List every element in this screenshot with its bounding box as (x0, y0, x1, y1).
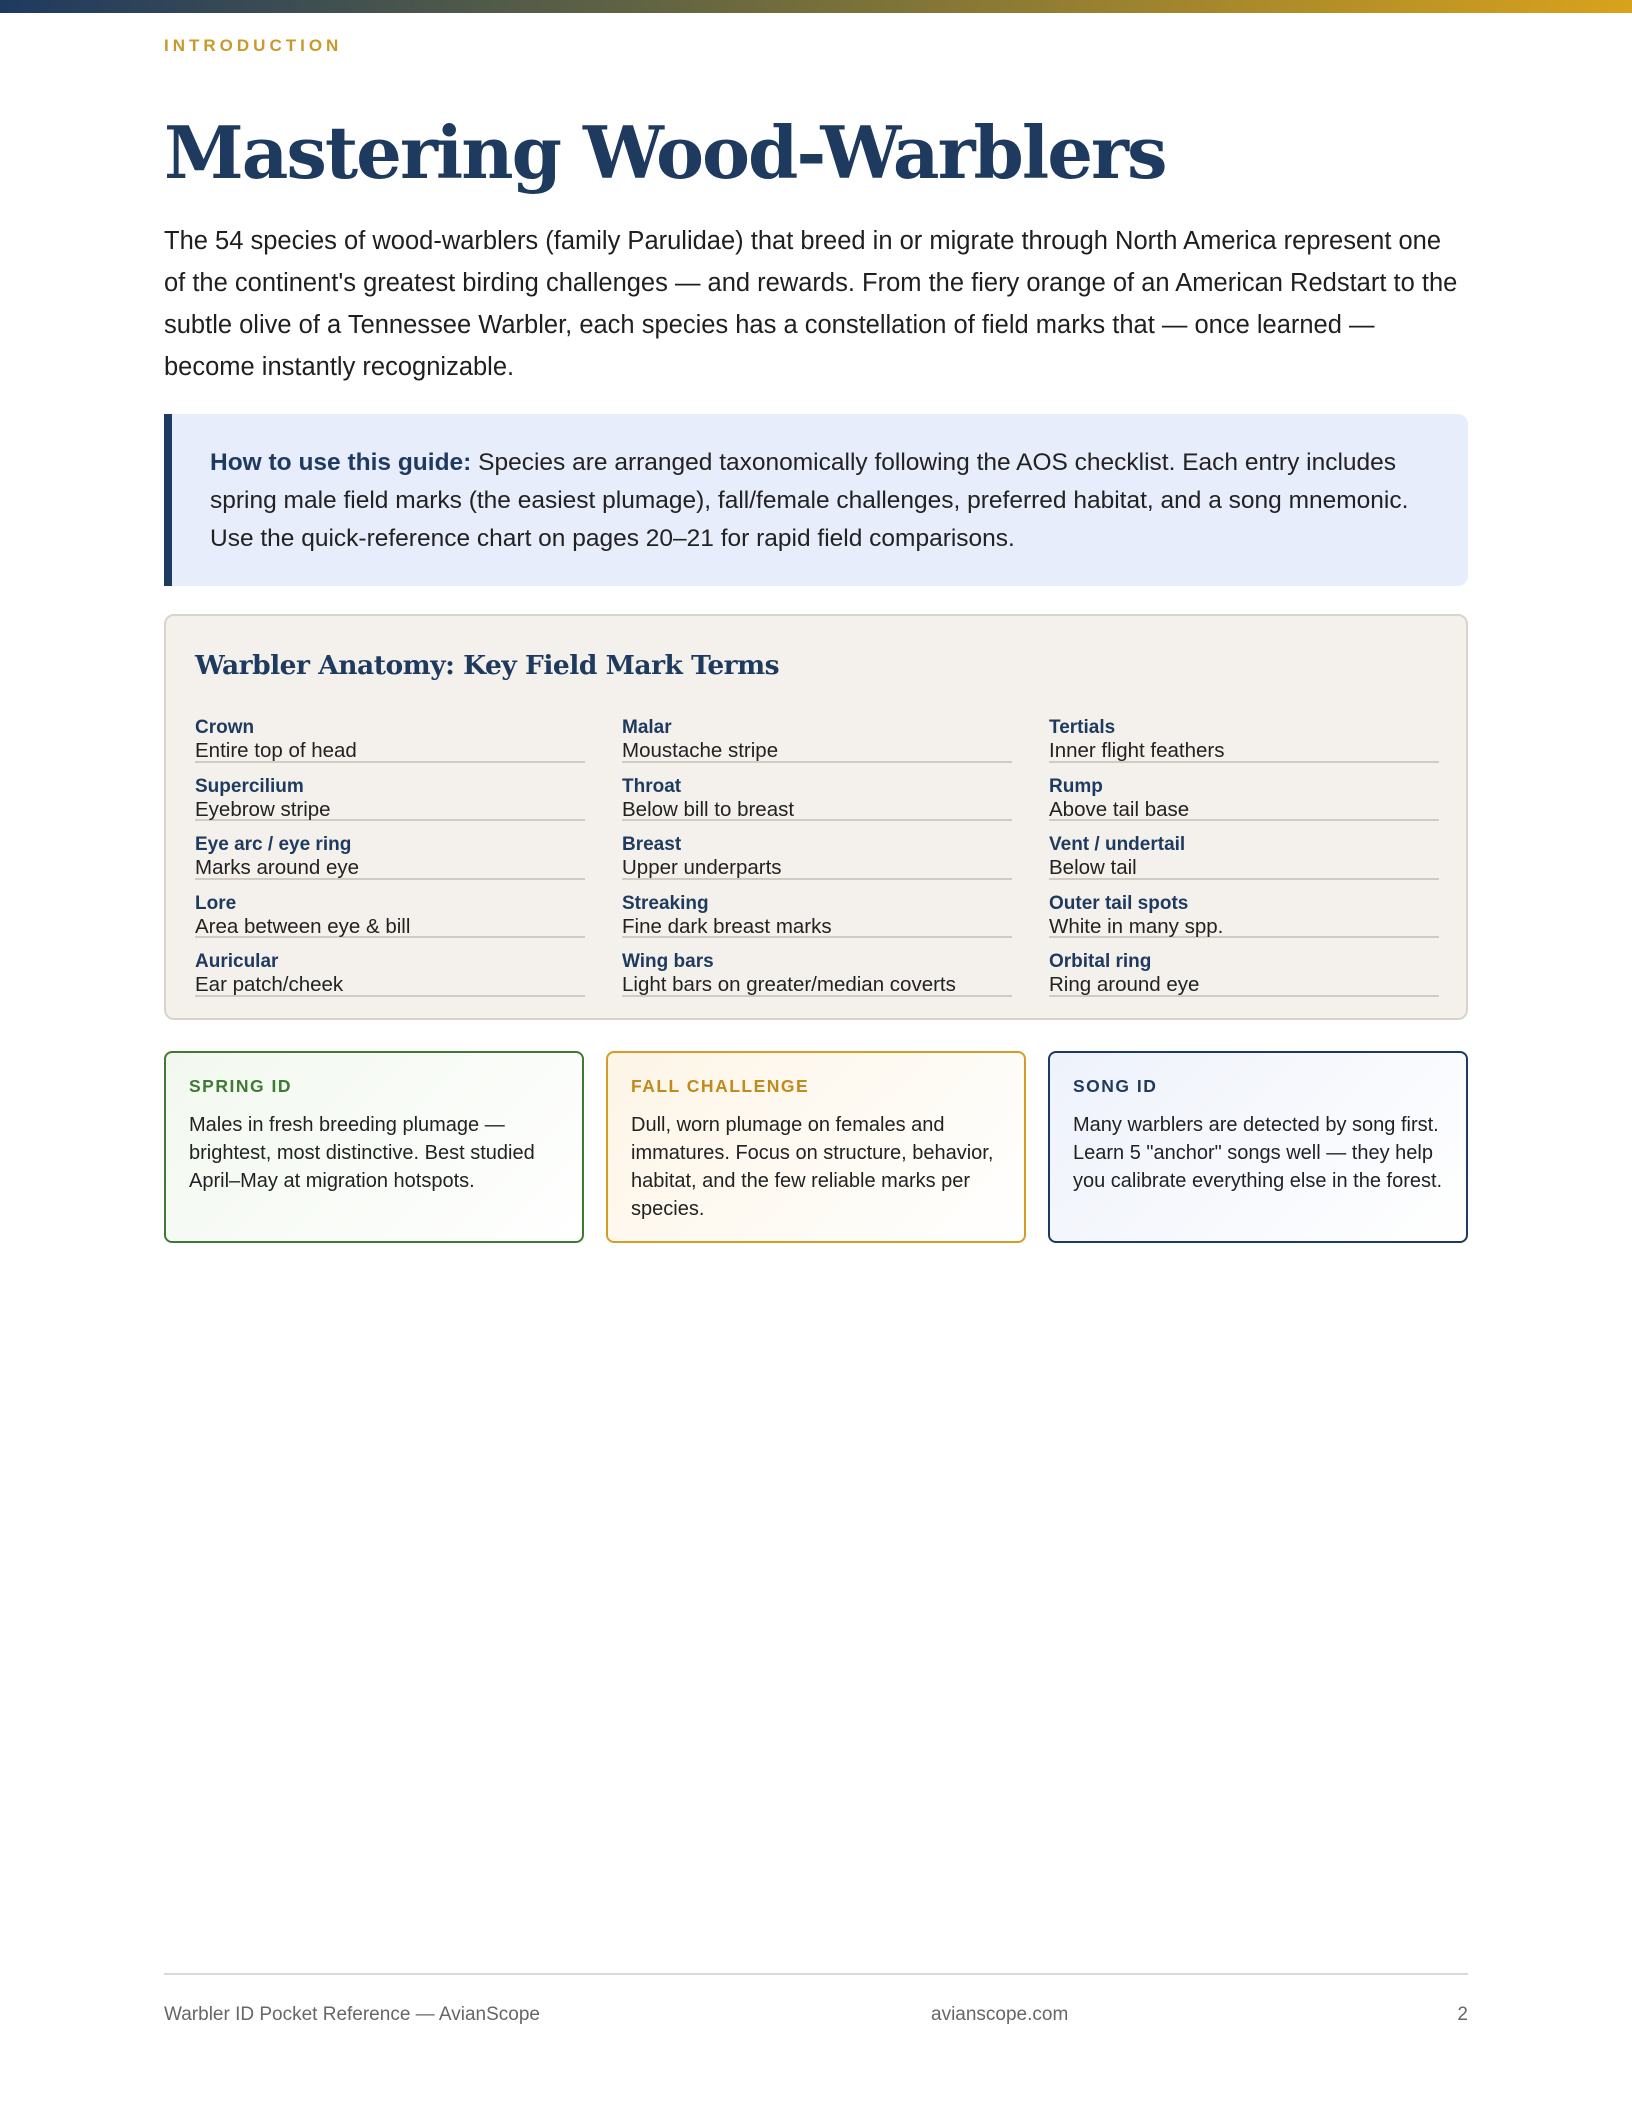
term-definition: Upper underparts (622, 856, 782, 879)
term-definition: Area between eye & bill (195, 914, 411, 938)
term-name: Eye arc / eye ring (195, 834, 352, 855)
fall-challenge-card (606, 1051, 1026, 1243)
term-item (622, 704, 1012, 763)
spring-id-card (164, 1051, 584, 1243)
term-item (195, 880, 585, 939)
term-definition: Eyebrow stripe (195, 797, 331, 821)
footer-website-link[interactable]: avianscope.com (931, 2004, 1069, 2025)
term-definition: Ring around eye (1049, 973, 1200, 996)
tip-cards (164, 1051, 1468, 1243)
section-label: INTRODUCTION (164, 36, 343, 55)
term-definition: Moustache stripe (622, 739, 779, 762)
usage-callout (164, 414, 1468, 586)
term-name: Rump (1049, 775, 1103, 797)
term-definition: Below bill to breast (622, 797, 795, 821)
anatomy-terms-grid (195, 704, 1439, 997)
card-label: SONG ID (1073, 1076, 1158, 1096)
anatomy-title: Warbler Anatomy: Key Field Mark Terms (195, 650, 780, 681)
card-label: SPRING ID (189, 1076, 292, 1096)
term-name: Crown (195, 717, 255, 738)
top-accent-bar (0, 0, 1632, 13)
term-name: Malar (622, 717, 672, 738)
term-item (195, 938, 585, 997)
term-item (622, 938, 1012, 997)
term-item (622, 880, 1012, 939)
card-text: Many warblers are detected by song first. Learn 5 "anchor" songs well — they help you calibrate everything else in the forest. (1073, 1114, 1443, 1192)
term-definition: Below tail (1049, 856, 1137, 879)
term-item (1049, 763, 1439, 822)
card-text: Dull, worn plumage on females and immatures. Focus on structure, behavior, habitat, and the few reliable marks per species. (631, 1114, 994, 1220)
term-name: Orbital ring (1049, 951, 1152, 972)
term-definition: Marks around eye (195, 856, 360, 879)
callout-lead: How to use this guide: (210, 449, 472, 476)
page-footer (164, 2003, 1468, 2027)
term-item (622, 763, 1012, 822)
term-name: Outer tail spots (1049, 892, 1189, 914)
term-name: Supercilium (195, 775, 304, 797)
term-definition: White in many spp. (1049, 914, 1224, 938)
callout-text: Species are arranged taxonomically following the AOS checklist. Each entry includes spring male field marks (the easiest plumage), fall/female challenges, preferred habitat, and a song mnemonic. Use the quick-reference chart on pages 20–21 for rapid field comparisons. (210, 449, 1409, 552)
song-id-card (1048, 1051, 1468, 1243)
term-name: Tertials (1049, 717, 1116, 738)
term-name: Vent / undertail (1049, 834, 1186, 855)
term-definition: Light bars on greater/median coverts (622, 973, 956, 996)
card-label: FALL CHALLENGE (631, 1076, 810, 1096)
term-definition: Ear patch/cheek (195, 973, 344, 996)
anatomy-panel (164, 614, 1468, 1020)
term-item (622, 821, 1012, 880)
term-definition: Inner flight feathers (1049, 739, 1225, 762)
term-name: Wing bars (622, 951, 714, 972)
term-item (195, 821, 585, 880)
term-definition: Above tail base (1049, 797, 1190, 821)
term-name: Streaking (622, 892, 709, 914)
term-item (195, 763, 585, 822)
term-item (1049, 938, 1439, 997)
term-definition: Fine dark breast marks (622, 914, 832, 938)
footer-publication: Warbler ID Pocket Reference — AvianScope (164, 2004, 540, 2025)
term-name: Throat (622, 775, 682, 797)
term-item (1049, 880, 1439, 939)
term-item (195, 704, 585, 763)
term-definition: Entire top of head (195, 739, 357, 762)
intro-paragraph: The 54 species of wood-warblers (family Parulidae) that breed in or migrate through North America represent one of the continent's greatest birding challenges — and rewards. From the fiery orange of an American Redstart to the subtle olive of a Tennessee Warbler, each species has a constellation of field marks that — once learned — become instantly recognizable. (164, 227, 1458, 381)
term-item (1049, 704, 1439, 763)
footer-divider (164, 1973, 1468, 1975)
term-name: Breast (622, 834, 682, 855)
card-text: Males in fresh breeding plumage — brightest, most distinctive. Best studied April–May at migration hotspots. (189, 1114, 535, 1192)
term-name: Lore (195, 892, 237, 914)
term-item (1049, 821, 1439, 880)
page-title: Mastering Wood-Warblers (164, 110, 1166, 195)
page-number: 2 (1457, 2004, 1468, 2025)
term-name: Auricular (195, 951, 279, 972)
